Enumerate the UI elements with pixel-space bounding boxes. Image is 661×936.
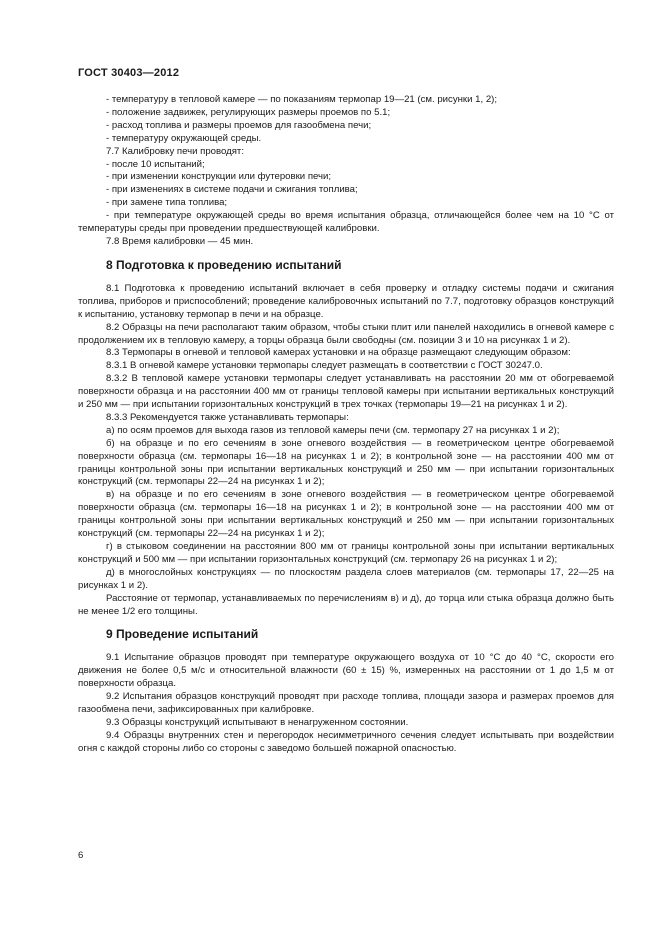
list-item: - при изменении конструкции или футеровки печи; (106, 171, 332, 183)
paragraph-8-3-1: 8.3.1 В огневой камере установки термопары следует размещать в соответствии с ГОСТ 30247.0. (106, 360, 543, 372)
paragraph-8-2: 8.2 Образцы на печи располагают таким образом, чтобы стыки плит или панелей находились в огневой камере с продолжением их в тепловую камеру, а торцы образца были свободны (см. позиции 3 и 10 на рисунках 1 и 2). (78, 321, 614, 346)
paragraph-7-7: 7.7 Калибровку печи проводят: (106, 145, 244, 157)
paragraph-8-3-2: 8.3.2 В тепловой камере установки термопары следует устанавливать на расстоянии 20 мм от обогреваемой поверхности образца и на расстоянии 400 мм от границы тепловой камеры при испытании вертикальных конструкций и 250 мм — при испытании горизонтальных конструкций в трех точках (термопары 19—21 на рисунках 1 и 2). (78, 373, 614, 411)
list-item: - при температуре окружающей среды во время испытания образца, отличающейся более чем на 10 °С от температуры среды при проведении предшествующей калибровки. (78, 210, 614, 235)
paragraph-8-3-3: 8.3.3 Рекомендуется также устанавливать термопары: (106, 411, 349, 423)
section-9-title: 9 Проведение испытаний (106, 627, 259, 642)
paragraph-9-2: 9.2 Испытания образцов конструкций проводят при расходе топлива, площади зазора и размерах проемов для газообмена печи, зафиксированных при калибровке. (78, 691, 614, 716)
list-item-v: в) на образце и по его сечениям в зоне огневого воздействия — в геометрическом центре обогреваемой поверхности образца (см. термопары 16—18 на рисунках 1 и 2); в контрольной зоне — на расстоянии 400 мм от границы контрольной зоны при испытании вертикальных конструкций и 250 мм — при испытании горизонтальных конструкций (см. термопары 22—24 на рисунках 1 и 2); (78, 489, 614, 540)
list-item-a: а) по осям проемов для выхода газов из тепловой камеры печи (см. термопару 27 на рисунках 1 и 2); (106, 424, 560, 436)
list-item-d: д) в многослойных конструкциях — по плоскостям раздела слоев материалов (см. термопары 17, 22—25 на рисунках 1 и 2). (78, 566, 614, 591)
list-item: - при изменениях в системе подачи и сжигания топлива; (106, 184, 358, 196)
paragraph-8-3: 8.3 Термопары в огневой и тепловой камерах установки и на образце размещают следующим образом: (106, 347, 571, 359)
page-header: ГОСТ 30403—2012 (78, 67, 180, 79)
paragraph-9-3: 9.3 Образцы конструкций испытывают в ненагруженном состоянии. (106, 716, 409, 728)
list-item: - положение задвижек, регулирующих размеры проемов по 5.1; (106, 106, 391, 118)
paragraph-distance: Расстояние от термопар, устанавливаемых по перечислениям в) и д), до торца или стыка образца должно быть не менее 1/2 его толщины. (78, 592, 614, 617)
paragraph-9-4: 9.4 Образцы внутренних стен и перегородок несимметричного сечения следует испытывать при воздействии огня с каждой стороны либо со стороны с заведомо большей пожарной опасностью. (78, 729, 614, 754)
section-8-title: 8 Подготовка к проведению испытаний (106, 257, 342, 272)
paragraph-9-1: 9.1 Испытание образцов проводят при температуре окружающего воздуха от 10 °С до 40 °С, скорости его движения не более 0,5 м/с и относительной влажности (60 ± 15) %, измеренных на расстоянии от 1 до 1,5 м от поверхности образца. (78, 652, 614, 690)
page-number: 6 (78, 850, 84, 861)
list-item: - температуру в тепловой камере — по показаниям термопар 19—21 (см. рисунки 1, 2); (106, 94, 498, 105)
list-item: - расход топлива и размеры проемов для газообмена печи; (106, 119, 372, 131)
list-item: - температуру окружающей среды. (106, 132, 262, 144)
list-item-g: г) в стыковом соединении на расстоянии 800 мм от границы контрольной зоны при испытании вертикальных конструкций и 500 мм — при испытании горизонтальных конструкций (см. термопару 26 на рисунках 1 и 2); (78, 541, 614, 565)
document-body (78, 94, 614, 756)
list-item: - при замене типа топлива; (106, 197, 228, 209)
paragraph-7-8: 7.8 Время калибровки — 45 мин. (106, 235, 254, 247)
list-item: - после 10 испытаний; (106, 158, 205, 170)
list-item-b: б) на образце и по его сечениям в зоне огневого воздействия — в геометрическом центре обогреваемой поверхности образца (см. термопары 16—18 на рисунках 1 и 2); в контрольной зоне — на расстоянии 400 мм от границы контрольной зоны при испытании вертикальных конструкций и 250 мм — при испытании горизонтальных конструкций (см. термопары 22—24 на рисунках 1 и 2); (78, 437, 614, 488)
paragraph-8-1: 8.1 Подготовка к проведению испытаний включает в себя проверку и отладку системы подачи и сжигания топлива, приборов и приспособлений; проведение калибровочных испытаний по 7.7, подготовку образцов конструкций к испытанию, установку термопар в печи и на образце. (78, 282, 614, 320)
